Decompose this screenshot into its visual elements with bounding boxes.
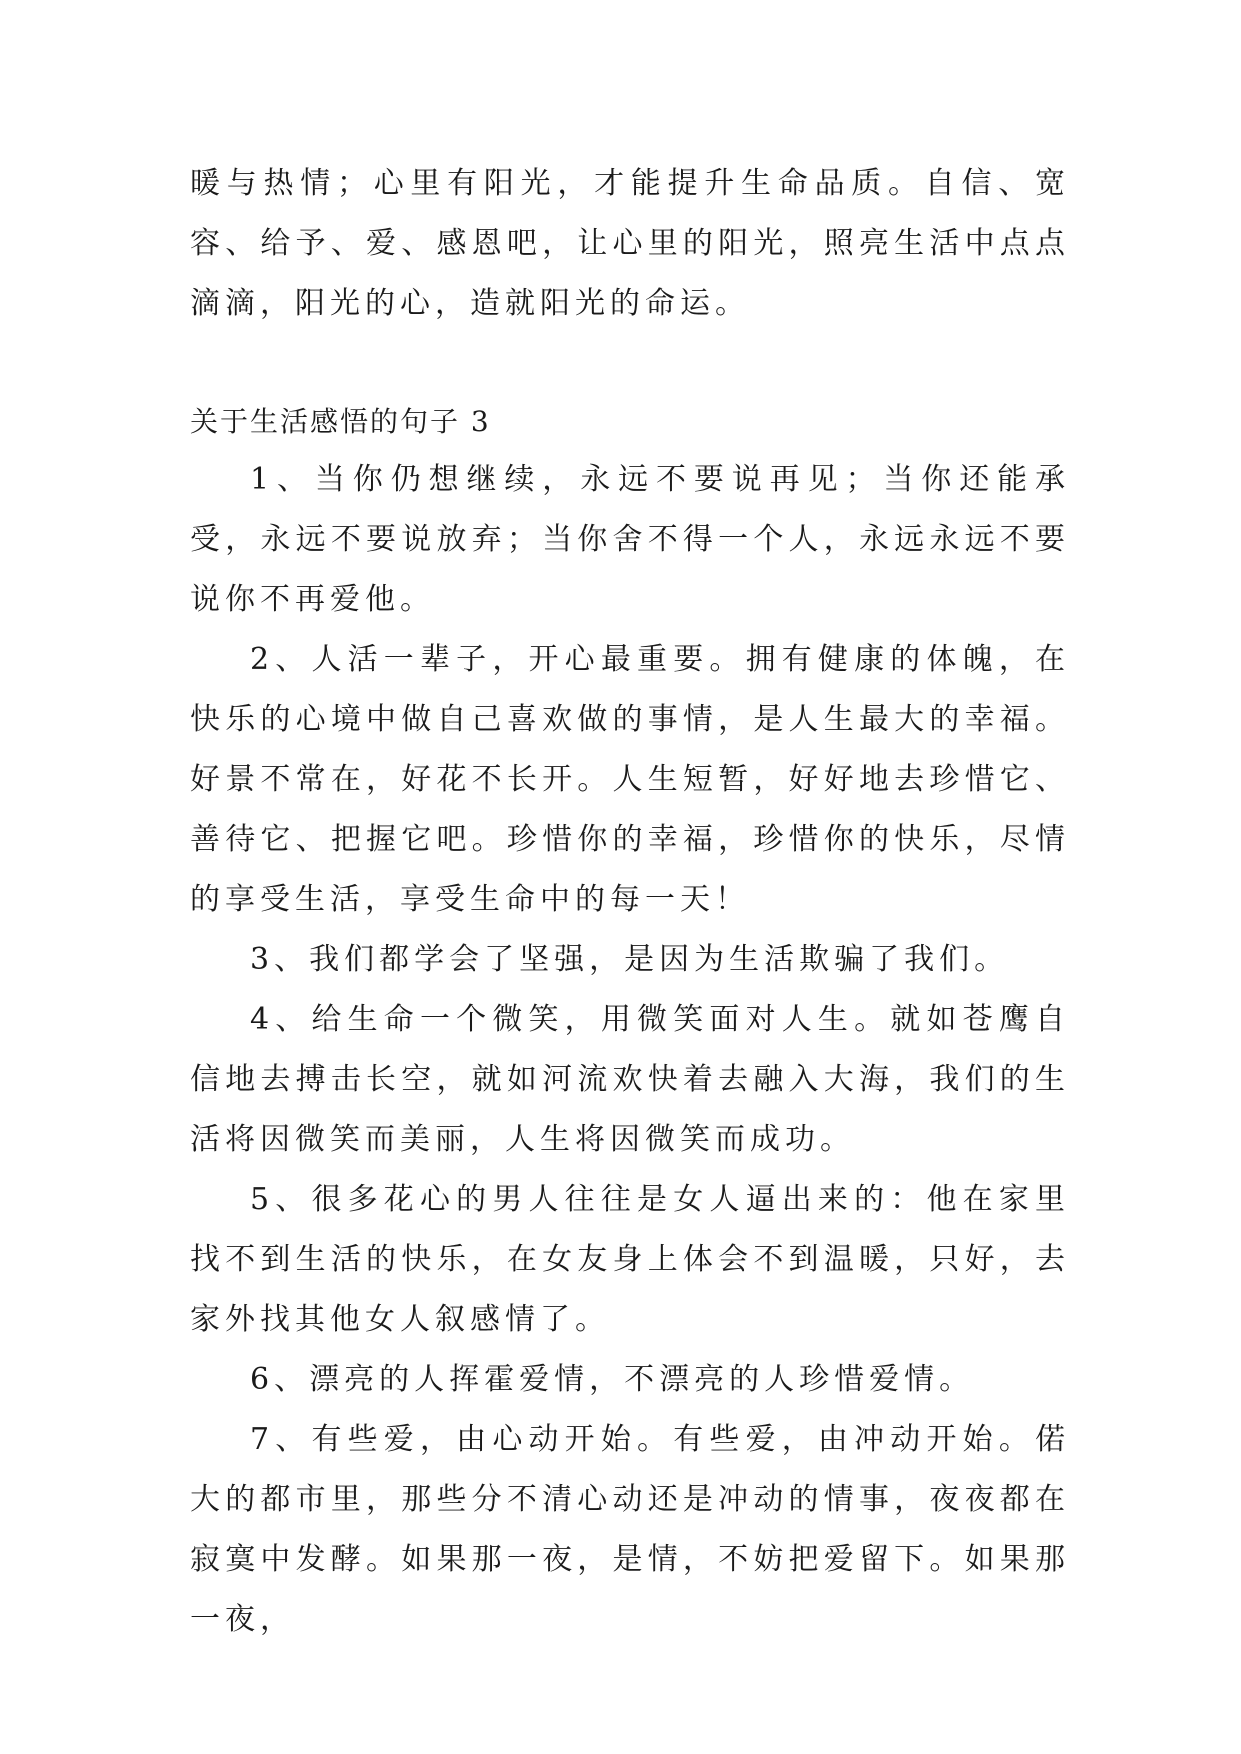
document-body [190, 154, 1070, 1650]
list-item: 5、很多花心的男人往往是女人逼出来的：他在家里找不到生活的快乐，在女友身上体会不到温暖，只好，去家外找其他女人叙感情了。 [190, 1182, 1070, 1337]
list-item: 2、人活一辈子，开心最重要。拥有健康的体魄，在快乐的心境中做自己喜欢做的事情，是人生最大的幸福。好景不常在，好花不长开。人生短暂，好好地去珍惜它、善待它、把握它吧。珍惜你的幸福，珍惜你的快乐，尽情的享受生活，享受生命中的每一天！ [190, 642, 1070, 917]
list-item: 3、我们都学会了坚强，是因为生活欺骗了我们。 [250, 942, 1010, 977]
intro-paragraph: 暖与热情；心里有阳光，才能提升生命品质。自信、宽容、给予、爱、感恩吧，让心里的阳光，照亮生活中点点滴滴，阳光的心，造就阳光的命运。 [190, 166, 1070, 321]
list-item: 7、有些爱，由心动开始。有些爱，由冲动开始。偌大的都市里，那些分不清心动还是冲动的情事，夜夜都在寂寞中发酵。如果那一夜，是情，不妨把爱留下。如果那一夜， [190, 1422, 1070, 1637]
section-heading: 关于生活感悟的句子 3 [190, 405, 491, 438]
list-item: 6、漂亮的人挥霍爱情，不漂亮的人珍惜爱情。 [250, 1362, 975, 1397]
list-item: 1、当你仍想继续，永远不要说再见；当你还能承受，永远不要说放弃；当你舍不得一个人，永远永远不要说你不再爱他。 [190, 462, 1070, 617]
list-item: 4、给生命一个微笑，用微笑面对人生。就如苍鹰自信地去搏击长空，就如河流欢快着去融入大海，我们的生活将因微笑而美丽，人生将因微笑而成功。 [190, 1002, 1070, 1157]
